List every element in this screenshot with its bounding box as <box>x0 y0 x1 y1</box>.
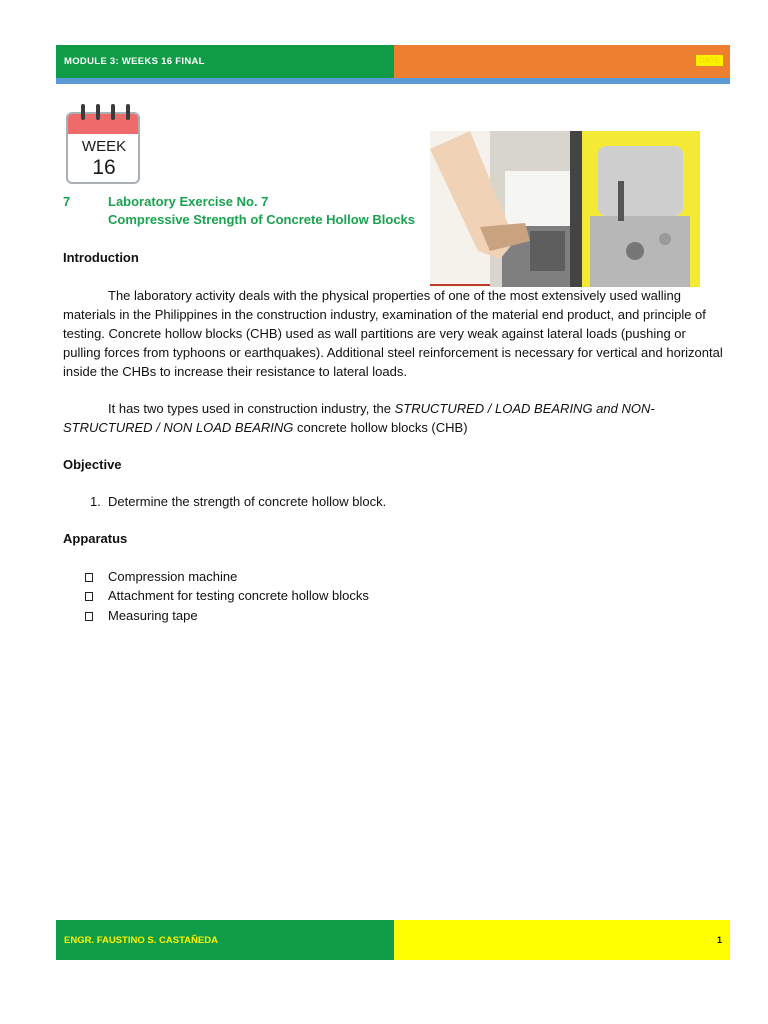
module-label: MODULE 3: WEEKS 16 FINAL <box>56 45 394 78</box>
introduction-heading: Introduction <box>63 250 139 265</box>
checkbox-icon <box>85 573 93 582</box>
objective-item-text: Determine the strength of concrete hollow block. <box>108 494 387 509</box>
page-number: 1 <box>716 935 722 945</box>
compression-machine-photo <box>430 131 700 287</box>
checkbox-icon <box>85 612 93 621</box>
checkbox-icon <box>85 592 93 601</box>
header-band <box>56 45 730 78</box>
introduction-paragraph-2: It has two types used in construction industry, the STRUCTURED / LOAD BEARING and NON-STRUCTURED / NON LOAD BEARING concrete hollow blocks (CHB) <box>63 401 655 435</box>
footer-band <box>56 920 730 960</box>
objective-heading: Objective <box>63 457 122 472</box>
objective-item-number: 1. <box>90 494 101 509</box>
exercise-subtitle: Compressive Strength of Concrete Hollow Blocks <box>108 212 416 227</box>
apparatus-heading: Apparatus <box>63 531 128 546</box>
header-divider <box>56 78 730 84</box>
apparatus-item: Measuring tape <box>85 606 198 625</box>
footer-page-area <box>394 920 730 960</box>
date-field[interactable]: DATE <box>696 55 723 66</box>
calendar-icon <box>63 104 145 188</box>
introduction-paragraph-1: The laboratory activity deals with the physical properties of one of the most extensively used walling materials in the Philippines in the construction industry, examination of the material end product, and principle of testing. Concrete hollow blocks (CHB) used as wall partitions are very weak against lateral loads (pushing or pulling forces from typhoons or earthquakes). Additional steel reinforcement is necessary for vertical and horizontal inside the CHBs to increase their resistance to lateral loads. <box>63 288 723 379</box>
calendar-week-number: 16 <box>92 156 116 179</box>
exercise-title: Laboratory Exercise No. 7 <box>108 194 269 209</box>
apparatus-item: Compression machine <box>85 567 237 586</box>
apparatus-item: Attachment for testing concrete hollow blocks <box>85 586 369 605</box>
exercise-number: 7 <box>63 194 71 209</box>
footer-author: ENGR. FAUSTINO S. CASTAÑEDA <box>56 920 394 960</box>
calendar-week-label: WEEK <box>81 138 127 155</box>
header-right-block <box>394 45 730 78</box>
